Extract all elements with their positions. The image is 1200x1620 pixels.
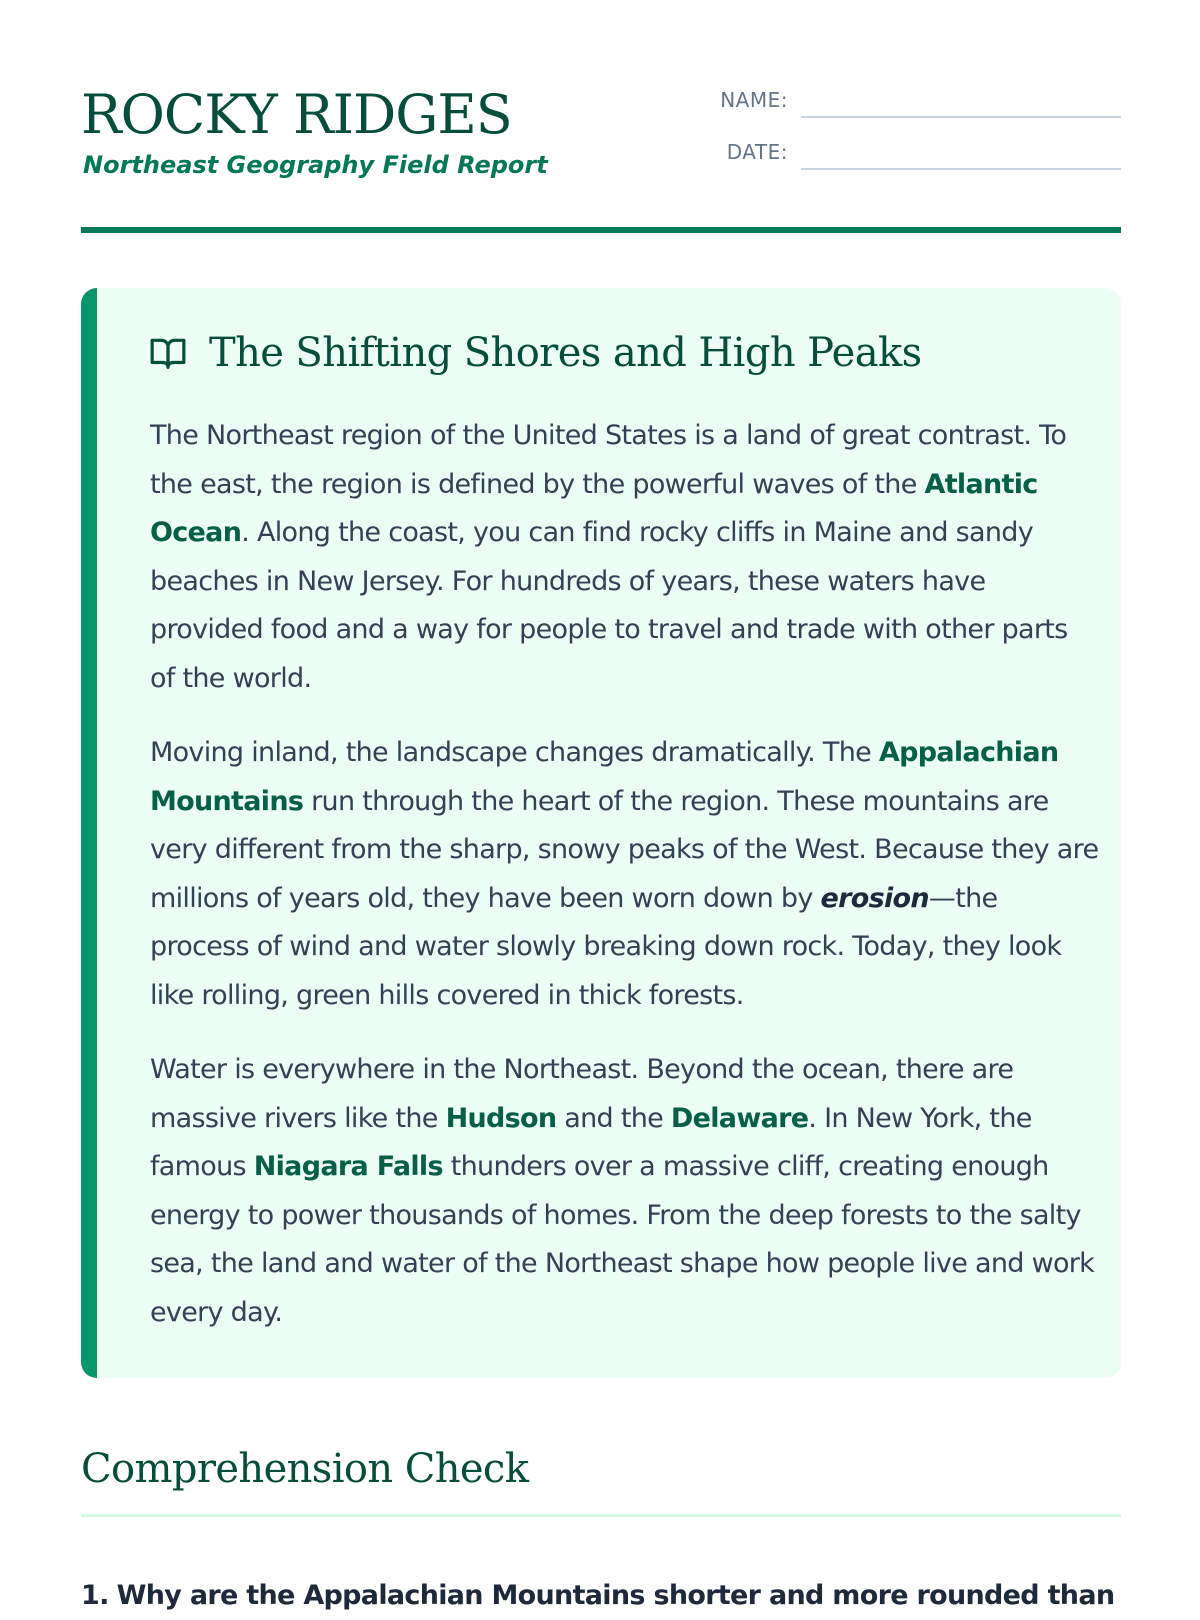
term-erosion: erosion <box>820 882 929 914</box>
name-blank-line[interactable] <box>801 116 1121 118</box>
keyword-delaware: Delaware <box>670 1102 809 1134</box>
reading-body <box>150 412 1100 1363</box>
paragraph-3-text-b: and the <box>556 1102 671 1134</box>
paragraph-3-text-c: . In New York, the famous <box>150 1102 1032 1182</box>
question-1-text: Why are the Appalachian Mountains shorter and more rounded than <box>116 1580 1115 1611</box>
paragraph-3-text-d: thunders over a massive cliff, creating enough energy to power thousands of homes. From the deep forests to the salty sea, the land and water of the Northeast shape how people live and work every day. <box>150 1151 1095 1328</box>
reading-heading <box>149 328 922 378</box>
reading-title: The Shifting Shores and High Peaks <box>209 330 922 376</box>
paragraph-1 <box>150 412 1100 703</box>
header-divider <box>81 227 1121 233</box>
open-book-icon <box>149 334 187 372</box>
paragraph-2-text-a: Moving inland, the landscape changes dramatically. The <box>150 737 879 768</box>
question-1 <box>81 1572 1121 1620</box>
paragraph-1-text-a: The Northeast region of the United States is a land of great contrast. To the east, the region is defined by the powerful waves of the <box>150 420 1067 500</box>
paragraph-1-text-b: . Along the coast, you can find rocky cliffs in Maine and sandy beaches in New Jersey. For hundreds of years, these waters have provided food and a way for people to travel and trade with other parts of the world. <box>150 517 1068 694</box>
worksheet-subtitle: Northeast Geography Field Report <box>83 151 548 179</box>
worksheet-title: ROCKY RIDGES <box>81 83 512 146</box>
keyword-appalachian-mountains: Appalachian Mountains <box>150 737 1059 817</box>
name-label: NAME: <box>720 88 788 112</box>
comprehension-title: Comprehension Check <box>81 1446 529 1492</box>
date-blank-line[interactable] <box>801 168 1121 170</box>
question-1-number: 1. <box>81 1580 109 1611</box>
keyword-hudson: Hudson <box>445 1102 557 1134</box>
reading-passage-box <box>81 288 1121 1378</box>
paragraph-2-text-b: run through the heart of the region. These mountains are very different from the sharp, snowy peaks of the West. Because they are millions of years old, they have been worn down by <box>150 785 1099 914</box>
date-label: DATE: <box>726 140 788 164</box>
paragraph-3 <box>150 1046 1100 1337</box>
keyword-atlantic-ocean: Atlantic Ocean <box>150 468 1038 548</box>
keyword-niagara-falls: Niagara Falls <box>253 1151 443 1182</box>
paragraph-3-text-a: Water is everywhere in the Northeast. Beyond the ocean, there are massive rivers like the <box>150 1054 1014 1134</box>
paragraph-2-text-c: —the process of wind and water slowly breaking down rock. Today, they look like rolling, green hills covered in thick forests. <box>150 882 1062 1011</box>
comprehension-divider <box>81 1514 1121 1517</box>
paragraph-2 <box>150 729 1100 1020</box>
